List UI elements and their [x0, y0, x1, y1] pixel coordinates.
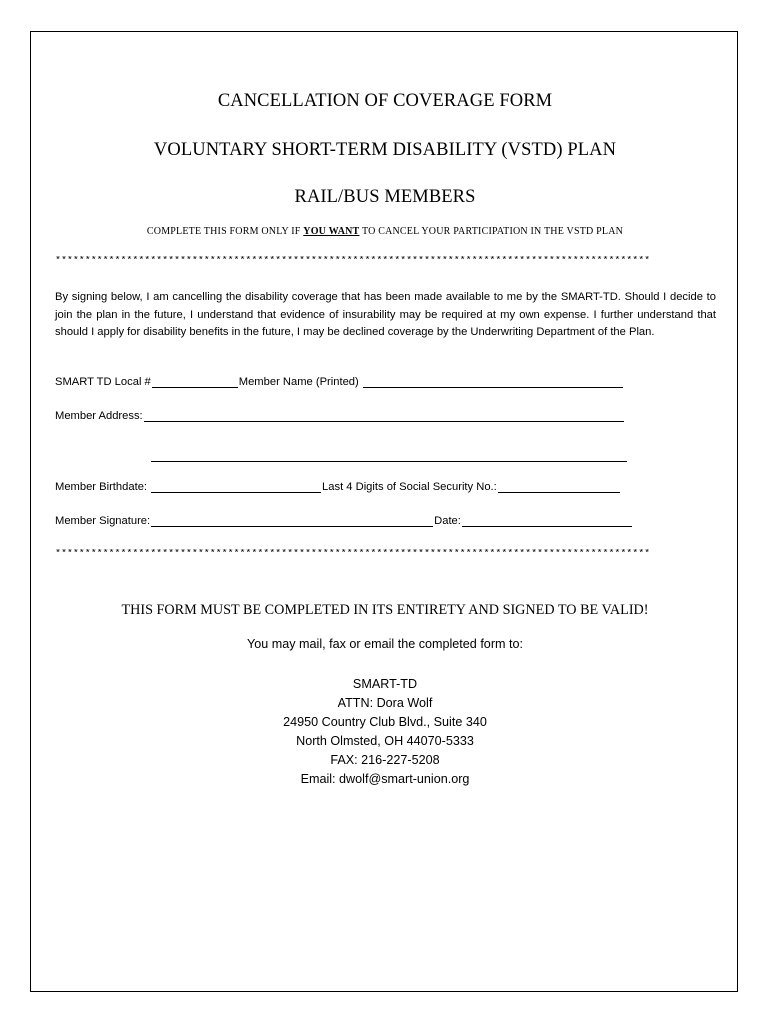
signature-date-row: [55, 515, 633, 527]
page-border: [30, 31, 738, 992]
date-input[interactable]: [462, 515, 632, 527]
divider-top: ****************************************************************************************************: [55, 256, 651, 267]
birthdate-input[interactable]: [151, 481, 321, 493]
address-fax: FAX: 216-227-5208: [330, 753, 440, 767]
mail-instruction: You may mail, fax or email the completed form to:: [246, 637, 524, 651]
local-label: SMART TD Local #: [55, 376, 151, 388]
address-row: [55, 410, 625, 422]
address-attn: ATTN: Dora Wolf: [337, 696, 433, 710]
instruction-after: TO CANCEL YOUR PARTICIPATION IN THE VSTD PLAN: [361, 226, 624, 237]
date-label: Date:: [434, 515, 461, 527]
member-address-label: Member Address:: [55, 410, 143, 422]
ssn-input[interactable]: [498, 481, 620, 493]
local-number-input[interactable]: [152, 376, 238, 388]
address-street: 24950 Country Club Blvd., Suite 340: [283, 715, 487, 729]
member-address-input-line2[interactable]: [151, 450, 627, 462]
member-name-label: Member Name (Printed): [238, 376, 359, 388]
instruction-emphasis: YOU WANT: [303, 226, 360, 237]
address-email: Email: dwolf@smart-union.org: [300, 772, 470, 786]
signature-input[interactable]: [151, 515, 433, 527]
instruction-line: [0, 226, 770, 237]
member-name-input[interactable]: [363, 376, 623, 388]
ssn-label: Last 4 Digits of Social Security No.:: [322, 481, 497, 493]
address-city: North Olmsted, OH 44070-5333: [296, 734, 474, 748]
signature-label: Member Signature:: [55, 515, 151, 527]
validity-notice: THIS FORM MUST BE COMPLETED IN ITS ENTIRETY AND SIGNED TO BE VALID!: [121, 602, 649, 618]
address-row-2: [150, 450, 628, 462]
divider-bottom: ****************************************************************************************************: [55, 549, 651, 560]
member-group-title: RAIL/BUS MEMBERS: [294, 187, 476, 207]
address-org: SMART-TD: [352, 677, 418, 691]
member-address-input-line1[interactable]: [144, 410, 624, 422]
birthdate-label: Member Birthdate:: [55, 481, 148, 493]
form-title: CANCELLATION OF COVERAGE FORM: [217, 91, 553, 111]
instruction-before: COMPLETE THIS FORM ONLY IF: [146, 226, 301, 237]
birthdate-ssn-row: [55, 481, 621, 493]
local-name-row: [55, 376, 624, 388]
cancellation-statement: By signing below, I am cancelling the disability coverage that has been made available to me by the SMART-TD. Should I decide to join the plan in the future, I understand that evidence of insurability may be required at my own expense. I further understand that should I apply for disability benefits in the future, I may be declined coverage by the Underwriting Department of the Plan.: [55, 291, 716, 338]
plan-title: VOLUNTARY SHORT-TERM DISABILITY (VSTD) PLAN: [153, 140, 617, 160]
